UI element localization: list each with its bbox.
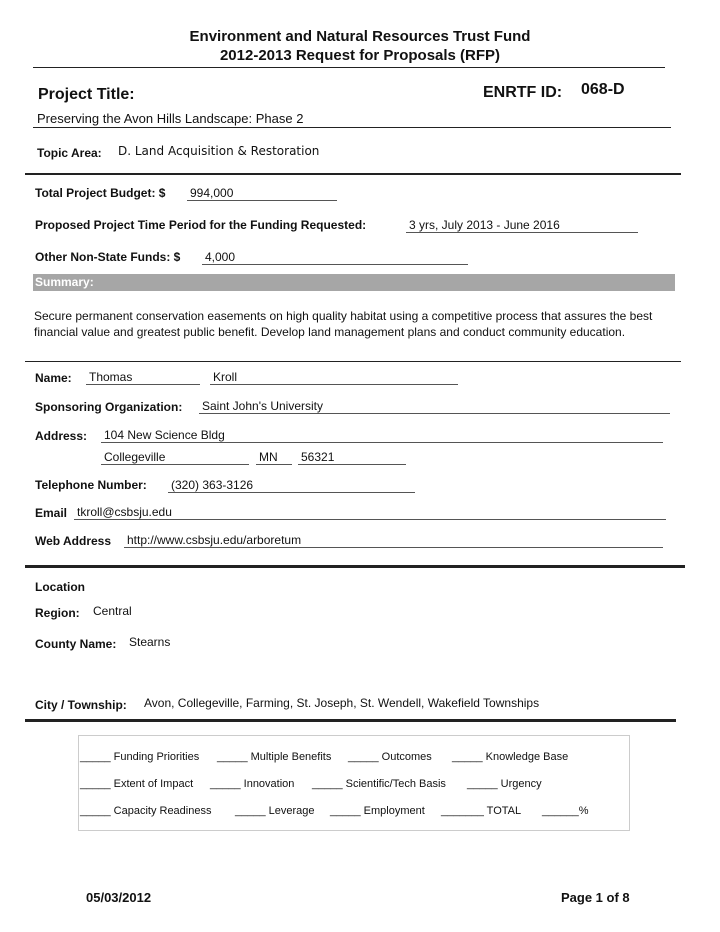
header-divider <box>33 67 665 68</box>
region-value: Central <box>93 604 132 618</box>
summary-text: Secure permanent conservation easements on high quality habitat using a competitive process that assures the best financial value and greatest public benefit. Develop land management plans and conduct community education. <box>34 309 653 339</box>
sponsoring-org-label: Sponsoring Organization: <box>35 400 183 414</box>
time-period-value: 3 yrs, July 2013 - June 2016 <box>406 218 638 233</box>
total-budget-label: Total Project Budget: $ <box>35 186 166 200</box>
topic-area-value: D. Land Acquisition & Restoration <box>118 144 320 158</box>
county-value: Stearns <box>129 635 171 649</box>
footer-date: 05/03/2012 <box>86 890 152 905</box>
topic-divider <box>25 173 681 175</box>
topic-area-label: Topic Area: <box>37 146 102 160</box>
project-title-value: Preserving the Avon Hills Landscape: Phase 2 <box>37 111 304 126</box>
region-label: Region: <box>35 606 80 620</box>
street-value: 104 New Science Bldg <box>101 428 663 443</box>
state-value: MN <box>256 450 292 465</box>
telephone-value: (320) 363-3126 <box>168 478 415 493</box>
score-total: _______ TOTAL <box>441 805 522 817</box>
non-state-funds-value: 4,000 <box>202 250 468 265</box>
city-value: Collegeville <box>101 450 249 465</box>
name-label: Name: <box>35 371 72 385</box>
sponsoring-org-value: Saint John's University <box>199 399 670 414</box>
first-name-value: Thomas <box>86 370 200 385</box>
last-name-value: Kroll <box>210 370 458 385</box>
score-urgency: _____ Urgency <box>467 778 542 790</box>
footer-page-number: Page 1 of 8 <box>561 890 630 905</box>
location-divider <box>25 719 676 722</box>
zip-value: 56321 <box>298 450 406 465</box>
score-leverage: _____ Leverage <box>235 805 315 817</box>
score-innovation: _____ Innovation <box>210 778 295 790</box>
email-value: tkroll@csbsju.edu <box>74 505 666 520</box>
telephone-label: Telephone Number: <box>35 478 147 492</box>
enrtf-id-value: 068-D <box>581 81 625 98</box>
score-percent: ______% <box>542 805 589 817</box>
form-header-line2: 2012-2013 Request for Proposals (RFP) <box>219 47 501 64</box>
score-multiple-benefits: _____ Multiple Benefits <box>217 751 332 763</box>
score-extent-of-impact: _____ Extent of Impact <box>80 778 194 790</box>
city-township-value: Avon, Collegeville, Farming, St. Joseph, St. Wendell, Wakefield Townships <box>144 696 540 710</box>
web-address-label: Web Address <box>35 534 112 548</box>
summary-bar: Summary: <box>33 274 675 291</box>
score-funding-priorities: _____ Funding Priorities <box>80 751 200 763</box>
address-label: Address: <box>35 429 88 443</box>
score-capacity-readiness: _____ Capacity Readiness <box>80 805 212 817</box>
enrtf-id-label: ENRTF ID: <box>483 84 563 101</box>
web-address-value: http://www.csbsju.edu/arboretum <box>124 533 663 548</box>
non-state-funds-label: Other Non-State Funds: $ <box>35 250 181 264</box>
form-header-line1: Environment and Natural Resources Trust Fund <box>189 28 531 45</box>
score-outcomes: _____ Outcomes <box>348 751 432 763</box>
location-heading: Location <box>35 580 85 594</box>
contact-divider <box>25 565 685 568</box>
title-divider <box>33 127 671 128</box>
email-label: Email <box>35 506 68 520</box>
city-township-label: City / Township: <box>35 698 127 712</box>
time-period-label: Proposed Project Time Period for the Funding Requested: <box>35 218 367 232</box>
score-employment: _____ Employment <box>330 805 425 817</box>
summary-divider <box>25 361 681 362</box>
county-label: County Name: <box>35 637 117 651</box>
score-scientific-basis: _____ Scientific/Tech Basis <box>312 778 446 790</box>
score-knowledge-base: _____ Knowledge Base <box>452 751 569 763</box>
project-title-label: Project Title: <box>38 86 135 103</box>
total-budget-value: 994,000 <box>187 186 337 201</box>
